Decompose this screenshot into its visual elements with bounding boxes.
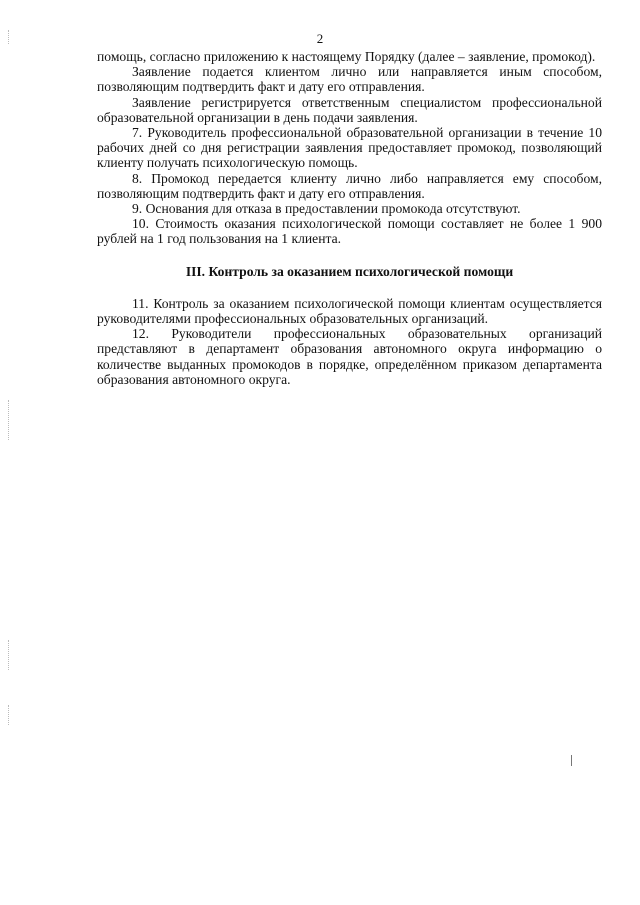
- paragraph-item-10: 10. Стоимость оказания психологической помощи составляет не более 1 900 рублей на 1 год пользования на 1 клиента.: [97, 216, 602, 247]
- paragraph-item-11: 11. Контроль за оказанием психологической помощи клиентам осуществляется руководителями профессиональных образовательных организаций.: [97, 295, 602, 327]
- document-body: [97, 49, 602, 387]
- paragraph-application-submission: Заявление подается клиентом лично или направляется иным способом, позволяющим подтвердить факт и дату его отправления.: [97, 64, 602, 95]
- paragraph-item-8: 8. Промокод передается клиенту лично либо направляется ему способом, позволяющим подтвердить факт и дату его отправления.: [97, 170, 602, 201]
- scan-artifact-mark: [8, 705, 10, 725]
- paragraph-continuation: помощь, согласно приложению к настоящему Порядку (далее – заявление, промокод).: [97, 49, 596, 64]
- paragraph-application-registration: Заявление регистрируется ответственным специалистом профессиональной образовательной организации в день подачи заявления.: [97, 94, 602, 125]
- scan-artifact-mark: [8, 640, 10, 670]
- scan-artifact-mark: [8, 400, 10, 440]
- page-number: 2: [316, 31, 324, 46]
- margin-mark: [571, 755, 572, 766]
- paragraph-item-9: 9. Основания для отказа в предоставлении промокода отсутствуют.: [132, 201, 521, 217]
- scan-artifact-mark: [8, 30, 10, 44]
- paragraph-item-7: 7. Руководитель профессиональной образовательной организации в течение 10 рабочих дней со дня регистрации заявления предоставляет промокод, позволяющий клиенту получать психологическую помощь.: [97, 125, 602, 171]
- section-heading: III. Контроль за оказанием психологической помощи: [185, 263, 514, 279]
- paragraph-item-12: 12. Руководители профессиональных образовательных организаций представляют в департамент образования автономного округа информацию о количестве выданных промокодов в порядке, определённом приказом департамента образования автономного округа.: [97, 326, 602, 387]
